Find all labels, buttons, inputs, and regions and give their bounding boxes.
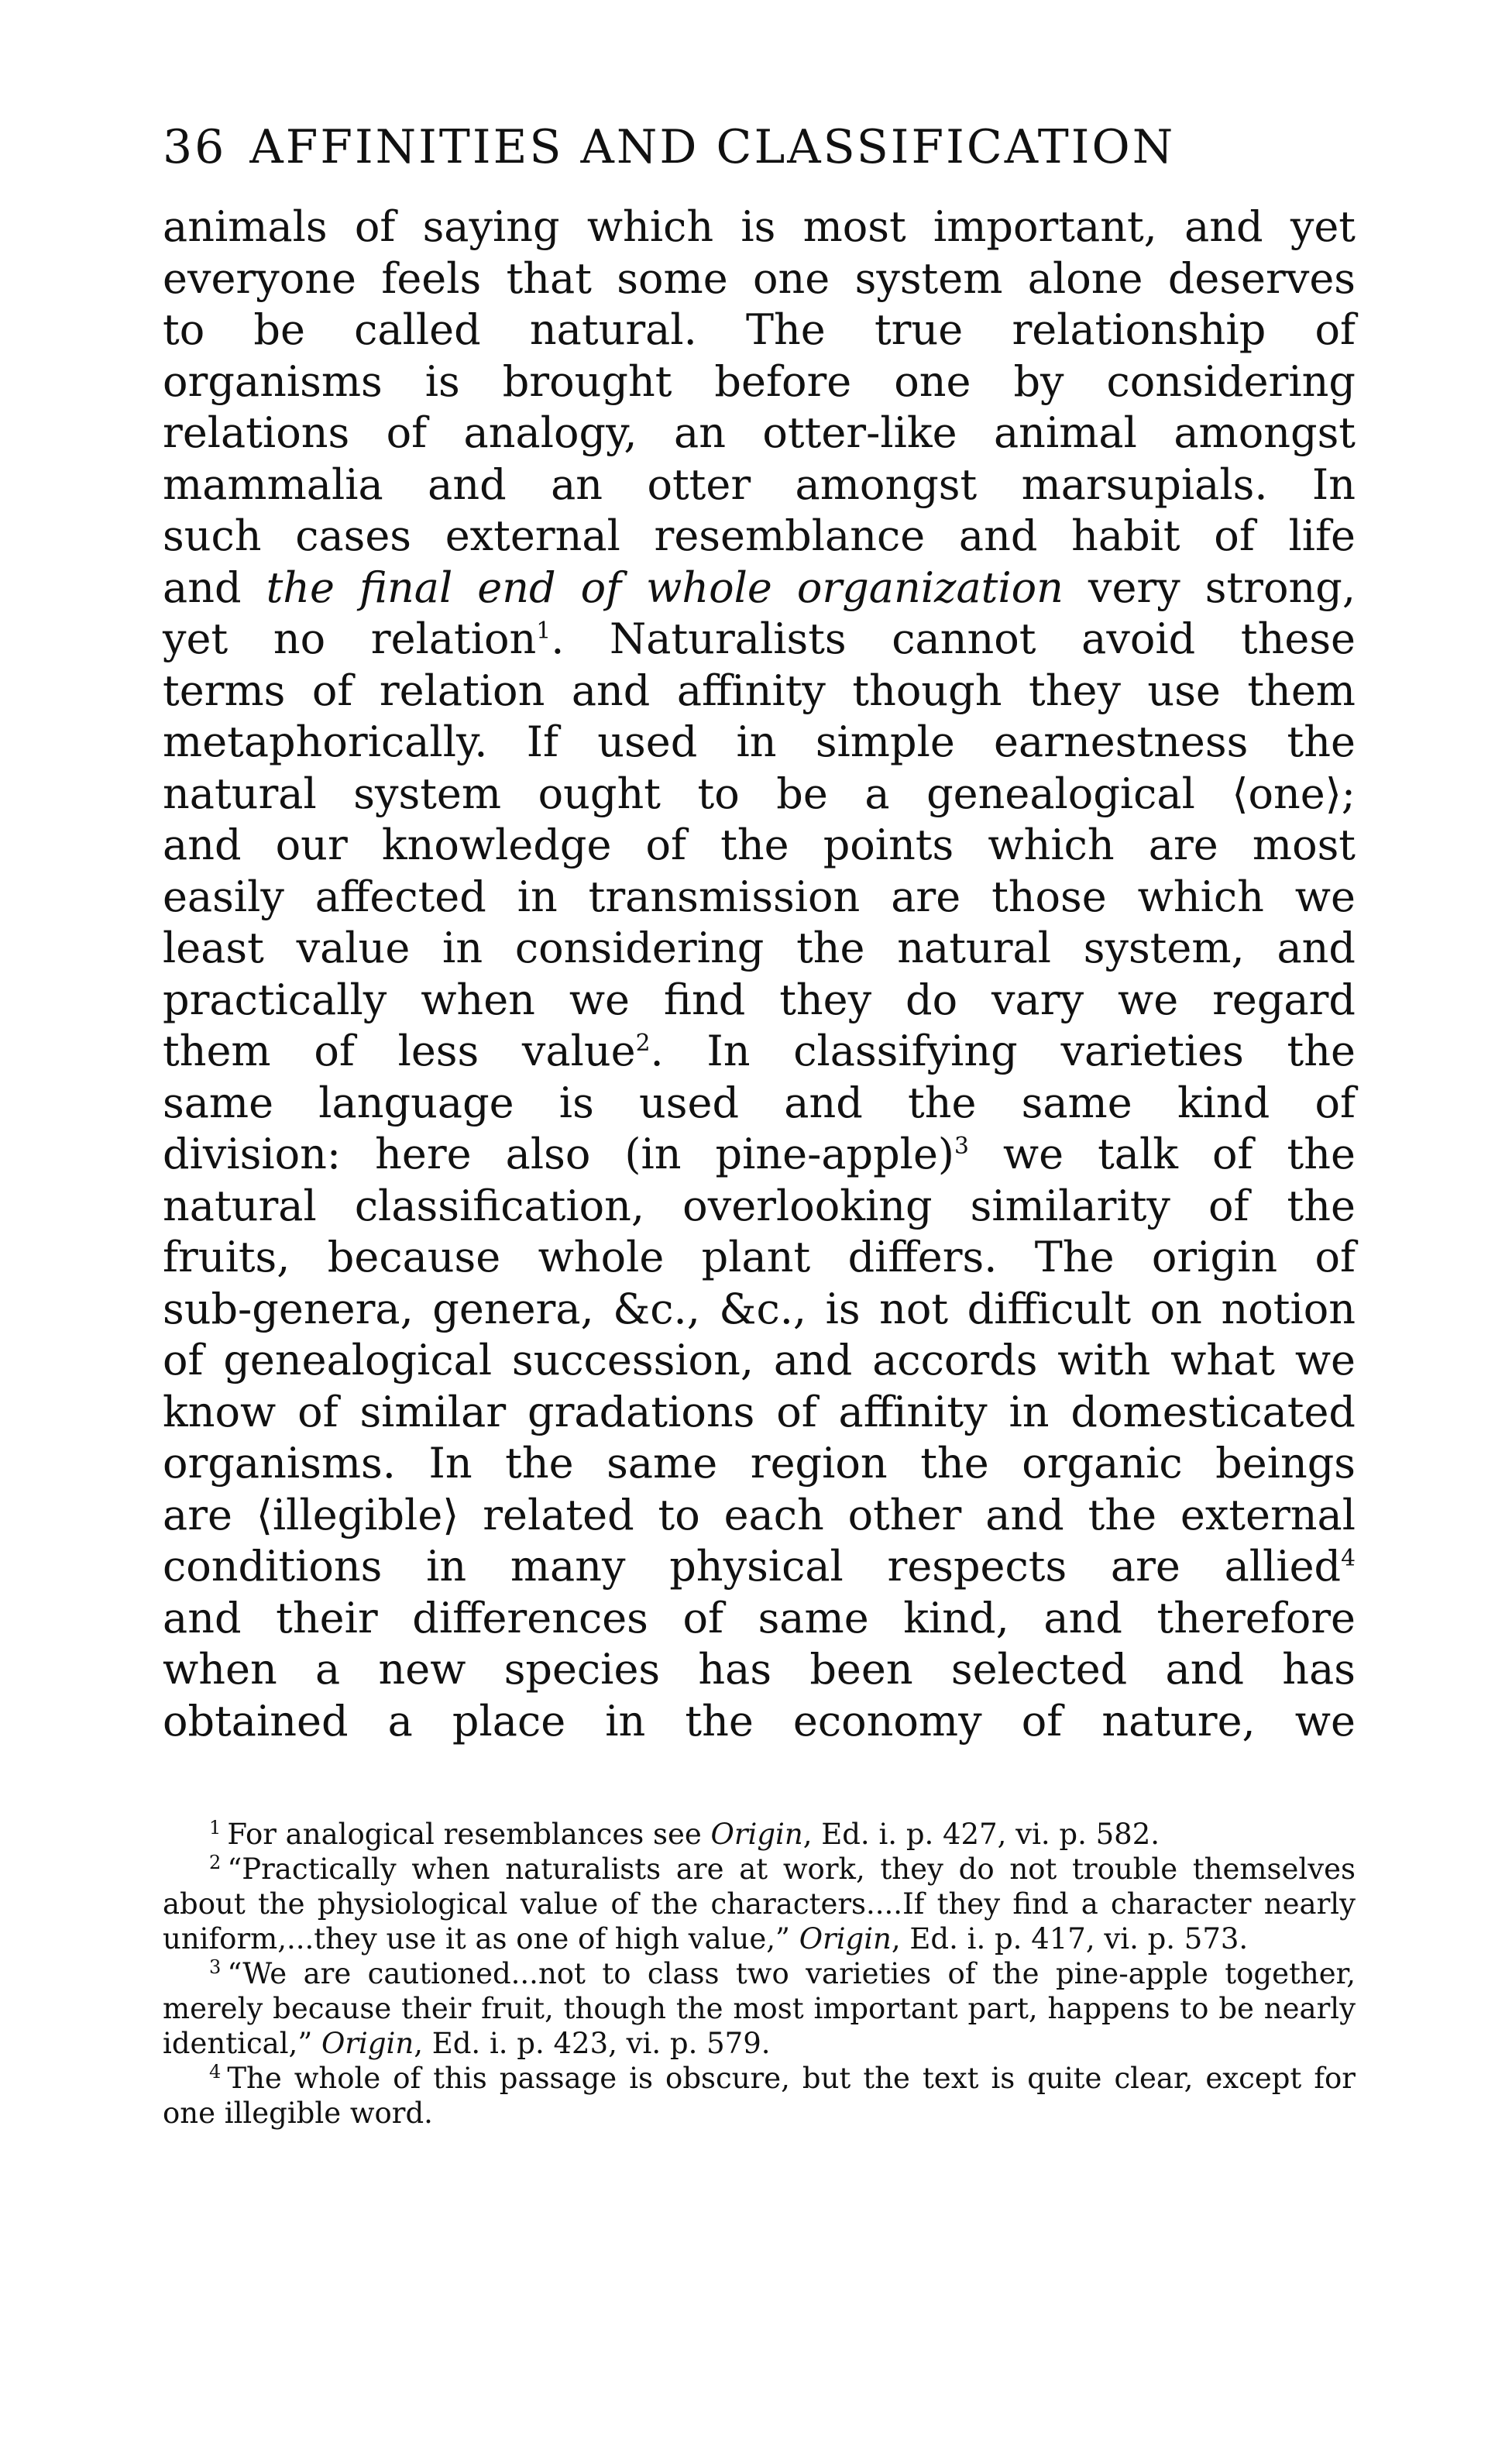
body-line: know of similar gradations of affinity in domesticated bbox=[163, 1387, 1356, 1436]
footnote: $^1$ For analogical resemblances see Origin, Ed. i. p. 427, vi. p. 582. bbox=[209, 1816, 1160, 1851]
running-head bbox=[163, 116, 1356, 178]
body-line: organisms is brought before one by considering bbox=[163, 356, 1356, 406]
body-line: such cases external resemblance and habit of life bbox=[163, 511, 1356, 560]
running-title: AFFINITIES AND CLASSIFICATION bbox=[249, 120, 1176, 174]
body-line: metaphorically. If used in simple earnestness the bbox=[163, 717, 1356, 766]
body-line: natural system ought to be a genealogical ⟨one⟩; bbox=[163, 769, 1356, 818]
body-line: obtained a place in the economy of nature, we bbox=[163, 1696, 1356, 1746]
body-line: division: here also (in pine-apple)$^3$ we talk of the bbox=[163, 1130, 1356, 1178]
footnote-mark: 3 bbox=[209, 1956, 222, 1978]
body-line: everyone feels that some one system alone deserves bbox=[163, 253, 1356, 303]
body-line: conditions in many physical respects are allied$^4$ bbox=[163, 1542, 1356, 1591]
footnote-reference[interactable]: 2 bbox=[635, 1030, 651, 1057]
body-line: relations of analogy, an otter-like animal amongst bbox=[163, 408, 1356, 457]
footnote-reference[interactable]: 1 bbox=[536, 617, 552, 645]
footnote: $^4$ The whole of this passage is obscure, but the text is quite clear, except for one illegible word. bbox=[163, 2060, 1356, 2130]
body-line: practically when we find they do vary we regard bbox=[163, 975, 1356, 1024]
footnote-reference[interactable]: 3 bbox=[954, 1133, 969, 1160]
footnote: $^3$ “We are cautioned...not to class two varieties of the pine-apple together, merely because their fruit, though the most important part, happens to be nearly identical,” Origin, Ed. i. p. 423, vi. p. 579. bbox=[163, 1956, 1356, 2060]
body-line: yet no relation$^1$. Naturalists cannot avoid these bbox=[163, 614, 1356, 663]
body-line: mammalia and an otter amongst marsupials. In bbox=[163, 459, 1356, 509]
body-line: fruits, because whole plant differs. The origin of bbox=[163, 1233, 1356, 1281]
page-number: 36 bbox=[163, 120, 227, 174]
footnote-reference[interactable]: 4 bbox=[1341, 1545, 1356, 1572]
body-line: organisms. In the same region the organic beings bbox=[163, 1439, 1356, 1488]
footnote-mark: 2 bbox=[209, 1851, 222, 1873]
body-line: and the final end of whole organization very strong, bbox=[163, 562, 1356, 612]
body-line: to be called natural. The true relationship of bbox=[163, 305, 1356, 354]
body-text bbox=[163, 201, 1356, 1747]
footnotes bbox=[163, 1817, 1356, 2131]
footnote-mark: 4 bbox=[209, 2060, 222, 2083]
body-line: of genealogical succession, and accords with what we bbox=[163, 1336, 1356, 1385]
body-line: natural classification, overlooking similarity of the bbox=[163, 1181, 1356, 1230]
body-line: and our knowledge of the points which are most bbox=[163, 820, 1356, 869]
book-page bbox=[163, 116, 1356, 2131]
footnote-mark: 1 bbox=[209, 1816, 222, 1839]
body-line: easily affected in transmission are those which we bbox=[163, 872, 1356, 921]
body-line: are ⟨illegible⟩ related to each other and the external bbox=[163, 1490, 1356, 1539]
body-line: same language is used and the same kind of bbox=[163, 1078, 1356, 1127]
body-line: them of less value$^2$. In classifying varieties the bbox=[163, 1027, 1356, 1075]
body-line: least value in considering the natural system, and bbox=[163, 924, 1356, 972]
body-line: sub-genera, genera, &c., &c., is not difficult on notion bbox=[163, 1284, 1356, 1333]
body-line: animals of saying which is most important, and yet bbox=[163, 202, 1356, 251]
body-line: terms of relation and affinity though they use them bbox=[163, 666, 1356, 715]
body-line: when a new species has been selected and has bbox=[163, 1645, 1356, 1694]
footnote: $^2$ “Practically when naturalists are at work, they do not trouble themselves about the physiological value of the characters....If they find a character nearly uniform,...they use it as one of high value,” Origin, Ed. i. p. 417, vi. p. 573. bbox=[163, 1851, 1356, 1956]
body-line: and their differences of same kind, and therefore bbox=[163, 1593, 1356, 1642]
